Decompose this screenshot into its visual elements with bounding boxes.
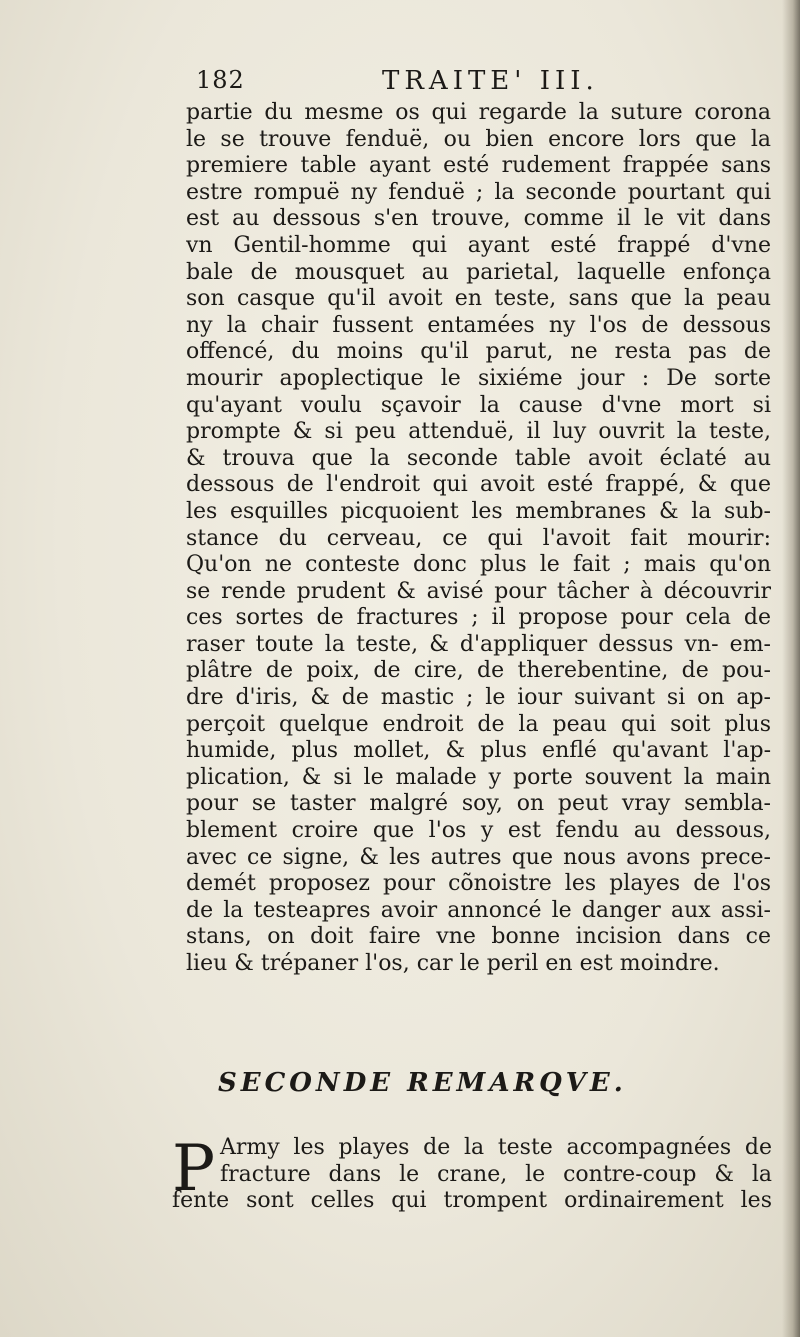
running-head <box>192 66 752 96</box>
text-line: perçoit quelque endroit de la peau qui soit plus <box>186 711 771 737</box>
text-line: & trouva que la seconde table avoit éclaté au <box>186 445 771 471</box>
text-line: son casque qu'il avoit en teste, sans que la peau <box>186 286 771 312</box>
text-line: demét proposez pour cõnoistre les playes de l'os <box>186 871 771 897</box>
text-line: ny la chair fussent entamées ny l'os de dessous <box>186 312 771 338</box>
drop-cap: P <box>172 1132 216 1206</box>
text-line: mourir apoplectique le sixiéme jour : De sorte <box>186 365 771 391</box>
page-gutter-shadow <box>782 0 800 1337</box>
text-line: estre rompuë ny fenduë ; la seconde pourtant qui <box>186 179 771 205</box>
text-line: se rende prudent & avisé pour tâcher à découvrir <box>186 578 771 604</box>
text-line: Army les playes de la teste accompagnées de <box>220 1135 772 1160</box>
text-line: avec ce signe, & les autres que nous avons prece- <box>186 844 771 870</box>
text-line: vn Gentil-homme qui ayant esté frappé d'vne <box>186 232 771 258</box>
text-line: partie du mesme os qui regarde la suture corona <box>186 100 771 125</box>
text-line: plication, & si le malade y porte souvent la main <box>186 764 771 790</box>
text-line: lieu & trépaner l'os, car le peril en est moindre. <box>186 951 720 976</box>
text-line: blement croire que l'os y est fendu au dessous, <box>186 818 771 844</box>
text-line: qu'ayant voulu sçavoir la cause d'vne mort si <box>186 392 771 418</box>
text-line: prompte & si peu attenduë, il luy ouvrit la teste, <box>186 419 771 445</box>
text-line: dre d'iris, & de mastic ; le iour suivant si on ap- <box>186 685 771 711</box>
text-line: stans, on doit faire vne bonne incision dans ce <box>186 924 771 950</box>
text-line: plâtre de poix, de cire, de therebentine, de pou- <box>186 658 771 684</box>
text-line: bale de mousquet au parietal, laquelle enfonça <box>186 259 771 285</box>
text-line: Qu'on ne conteste donc plus le fait ; mais qu'on <box>186 552 771 578</box>
text-line: les esquilles picquoient les membranes & la sub- <box>186 498 771 524</box>
text-line: ces sortes de fractures ; il propose pour cela de <box>186 605 771 631</box>
text-line: humide, plus mollet, & plus enflé qu'avant l'ap- <box>186 738 771 764</box>
section-heading: SECONDE REMARQVE. <box>218 1068 627 1098</box>
text-line: premiere table ayant esté rudement frappée sans <box>186 153 771 179</box>
text-line: est au dessous s'en trouve, comme il le vit dans <box>186 206 771 232</box>
text-line: fracture dans le crane, le contre-coup & la <box>220 1161 772 1187</box>
text-line: offencé, du moins qu'il parut, ne resta pas de <box>186 339 771 365</box>
text-line: pour se taster malgré soy, on peut vray sembla- <box>186 791 771 817</box>
text-line: de la testeapres avoir annoncé le danger aux assi- <box>186 897 771 923</box>
page-number: 182 <box>196 66 245 94</box>
running-title: TRAITE' III. <box>382 66 599 96</box>
paragraph-one <box>186 100 771 978</box>
text-line: stance du cerveau, ce qui l'avoit fait mourir: <box>186 525 771 551</box>
text-line: raser toute la teste, & d'appliquer dessus vn- em- <box>186 631 771 657</box>
text-line: fente sont celles qui trompent ordinairement les <box>172 1188 772 1214</box>
text-line: le se trouve fenduë, ou bien encore lors que la <box>186 126 771 152</box>
text-line: dessous de l'endroit qui avoit esté frappé, & que <box>186 472 771 498</box>
